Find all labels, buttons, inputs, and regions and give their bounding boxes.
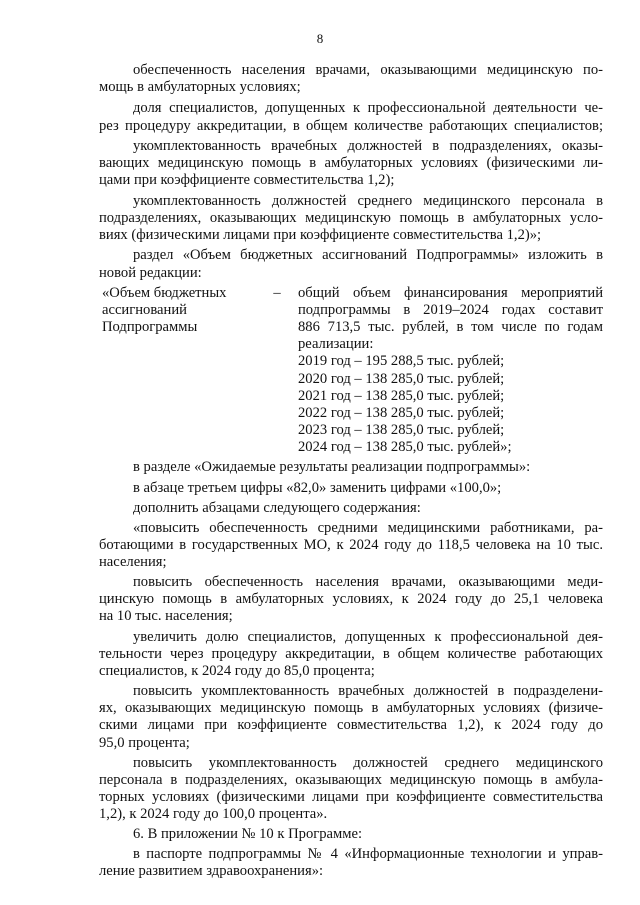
paragraph-line: укомплектованность врачебных должностей в подразделениях, оказы- — [133, 137, 603, 154]
paragraph-line: «повысить обеспеченность средними медицинскими работниками, ра- — [133, 519, 603, 536]
paragraph-line: 1,2), к 2024 году до 100,0 процента». — [99, 806, 328, 823]
paragraph-line: персонала в подразделениях, оказывающих медицинскую помощь в амбула- — [99, 771, 603, 788]
paragraph-line: специалистов, к 2024 году до 85,0 процента; — [99, 662, 375, 679]
table-value-line: подпрограммы в 2019–2024 годах составит — [298, 301, 603, 318]
table-value-line: 2022 год – 138 285,0 тыс. рублей; — [298, 405, 505, 422]
table-label-line: «Объем бюджетных — [102, 284, 227, 301]
paragraph-line: ях, оказывающих медицинскую помощь в амбулаторных условиях (физиче- — [99, 700, 603, 717]
table-value-line: реализации: — [298, 336, 374, 353]
table-value-line: общий объем финансирования мероприятий — [298, 284, 603, 301]
paragraph-line: тельности через процедуру аккредитации, в общем количестве работающих — [99, 645, 603, 662]
paragraph-line: дополнить абзацами следующего содержания: — [133, 499, 421, 516]
paragraph-line: торных условиях (физическими лицами при коэффициенте совместительства — [99, 788, 603, 805]
page-number: 8 — [316, 31, 324, 46]
paragraph-line: обеспеченность населения врачами, оказывающими медицинскую по- — [133, 62, 603, 79]
paragraph-line: населения; — [99, 554, 167, 571]
paragraph-line: в паспорте подпрограммы № 4 «Информационные технологии и управ- — [133, 846, 603, 863]
paragraph-line: повысить укомплектованность врачебных должностей в подразделени- — [133, 682, 603, 699]
paragraph-line: вающих медицинскую помощь в амбулаторных условиях (физическими ли- — [99, 154, 603, 171]
table-value-line: 2020 год – 138 285,0 тыс. рублей; — [298, 370, 505, 387]
paragraph-line: виях (физическими лицами при коэффициенте совместительства 1,2)»; — [99, 227, 542, 244]
paragraph-line: повысить укомплектованность должностей среднего медицинского — [133, 754, 603, 771]
table-dash: – — [273, 284, 281, 301]
table-value-line: 886 713,5 тыс. рублей, в том числе по годам — [298, 319, 603, 336]
table-value-line: 2023 год – 138 285,0 тыс. рублей; — [298, 422, 505, 439]
table-label-line: ассигнований — [102, 301, 187, 318]
paragraph-line: повысить обеспеченность населения врачами, оказывающими меди- — [133, 574, 603, 591]
paragraph-line: ление развитием здравоохранения»: — [99, 863, 324, 880]
paragraph-line: раздел «Объем бюджетных ассигнований Подпрограммы» изложить в — [133, 247, 603, 264]
table-value-line: 2024 год – 138 285,0 тыс. рублей»; — [298, 439, 512, 456]
paragraph-line: мощь в амбулаторных условиях; — [99, 79, 301, 96]
paragraph-line: укомплектованность должностей среднего медицинского персонала в — [133, 193, 603, 210]
paragraph-line: увеличить долю специалистов, допущенных к профессиональной дея- — [133, 628, 603, 645]
paragraph-line: скими лицами при коэффициенте совместительства 1,2), к 2024 году до — [99, 717, 603, 734]
paragraph-line: новой редакции: — [99, 264, 202, 281]
paragraph-line: цинскую помощь в амбулаторных условиях, к 2024 году до 25,1 человека — [99, 591, 603, 608]
paragraph-line: ботающими в государственных МО, к 2024 году до 118,5 человека на 10 тыс. — [99, 536, 603, 553]
paragraph-line: в разделе «Ожидаемые результаты реализации подпрограммы»: — [133, 459, 531, 476]
table-value-line: 2021 год – 138 285,0 тыс. рублей; — [298, 387, 505, 404]
paragraph-line: рез процедуру аккредитации, в общем количестве работающих специалистов; — [99, 117, 603, 134]
table-value-line: 2019 год – 195 288,5 тыс. рублей; — [298, 353, 505, 370]
paragraph-line: цами при коэффициенте совместительства 1,2); — [99, 172, 395, 189]
paragraph-line: в абзаце третьем цифры «82,0» заменить цифрами «100,0»; — [133, 479, 502, 496]
paragraph-line: подразделениях, оказывающих медицинскую помощь в амбулаторных усло- — [99, 210, 603, 227]
paragraph-line: доля специалистов, допущенных к профессиональной деятельности че- — [133, 100, 603, 117]
table-label-line: Подпрограммы — [102, 319, 198, 336]
paragraph-line: 95,0 процента; — [99, 734, 190, 751]
paragraph-line: на 10 тыс. населения; — [99, 608, 233, 625]
section-heading-line: 6. В приложении № 10 к Программе: — [133, 826, 363, 843]
